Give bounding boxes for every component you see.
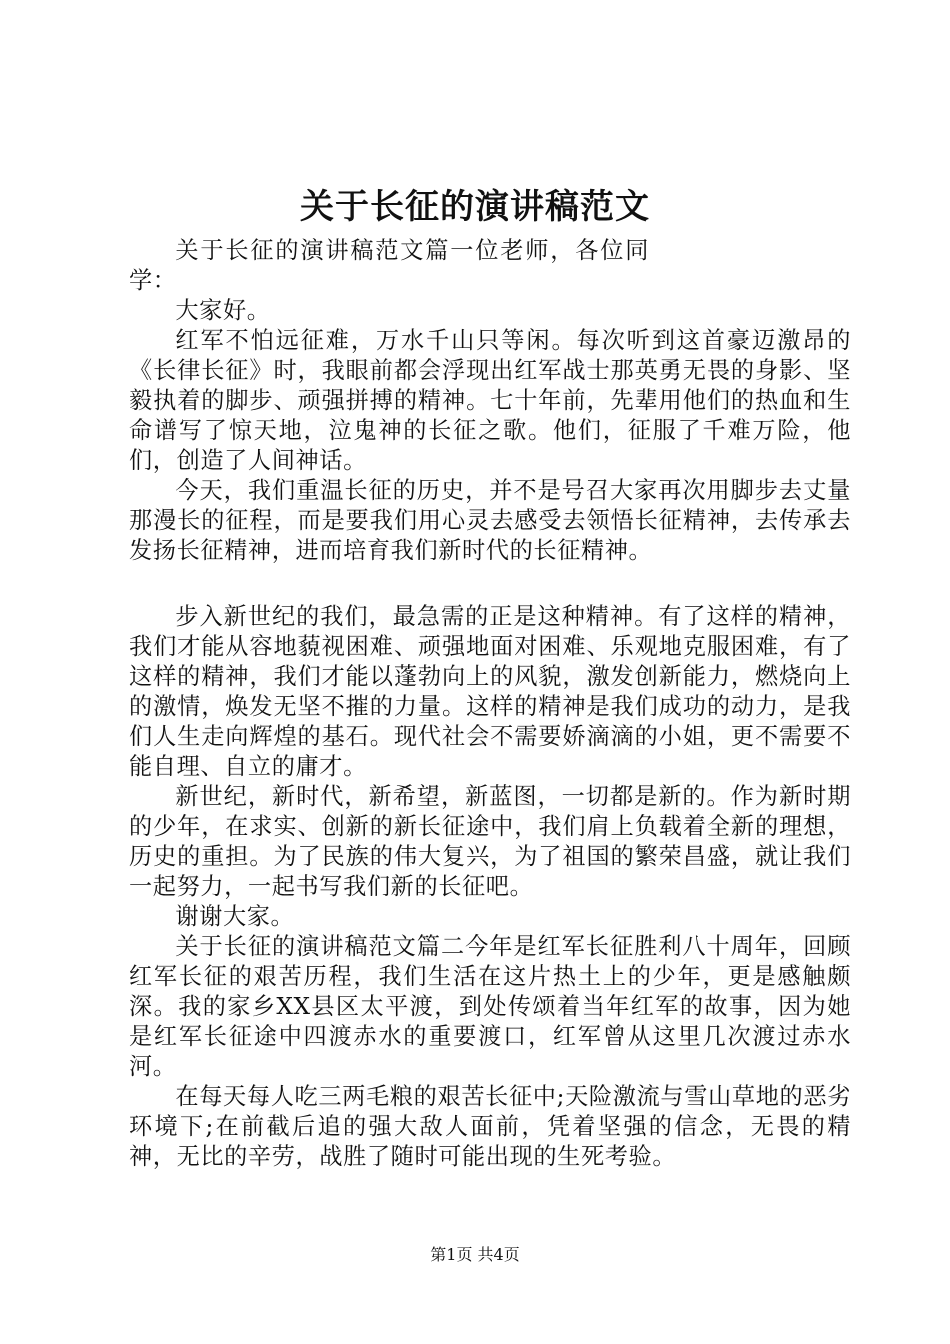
paragraph-speech-two: 关于长征的演讲稿范文篇二今年是红军长征胜利八十周年，回顾红军长征的艰苦历程，我们生活在这片热土上的少年，更是感触颇深。我的家乡XX县区太平渡，到处传颂着当年红军的故事，因为她是红军长征途中四渡赤水的重要渡口，红军曾从这里几次渡过赤水河。 [129, 933, 851, 1080]
paragraph-today: 今天，我们重温长征的历史，并不是号召大家再次用脚步去丈量那漫长的征程，而是要我们用心灵去感受去领悟长征精神，去传承去发扬长征精神，进而培育我们新时代的长征精神。 [129, 477, 851, 564]
paragraph-new-century: 步入新世纪的我们，最急需的正是这种精神。有了这样的精神，我们才能从容地藐视困难、顽强地面对困难、乐观地克服困难，有了这样的精神，我们才能以蓬勃向上的风貌，激发创新能力，燃烧向上的激情，焕发无坚不摧的力量。这样的精神是我们成功的动力，是我们人生走向辉煌的基石。现代社会不需要娇滴滴的小姐，更不需要不能自理、自立的庸才。 [129, 603, 851, 780]
page-number: 第1页 共4页 [430, 1245, 520, 1264]
paragraph-red-army: 红军不怕远征难，万水千山只等闲。每次听到这首豪迈激昂的《长律长征》时，我眼前都会浮现出红军战士那英勇无畏的身影、坚毅执着的脚步、顽强拼搏的精神。七十年前，先辈用他们的热血和生命谱写了惊天地，泣鬼神的长征之歌。他们，征服了千难万险，他们，创造了人间神话。 [129, 327, 851, 474]
paragraph-greeting: 关于长征的演讲稿范文篇一位老师，各位同学： [129, 237, 649, 294]
document-body [129, 236, 851, 1172]
paragraph-hello: 大家好。 [175, 297, 271, 324]
paragraph-gap [129, 566, 851, 602]
paragraph-thanks: 谢谢大家。 [175, 903, 295, 930]
document-title: 关于长征的演讲稿范文 [300, 187, 650, 227]
paragraph-hardship: 在每天每人吃三两毛粮的艰苦长征中;天险激流与雪山草地的恶劣环境下;在前截后追的强大敌人面前，凭着坚强的信念，无畏的精神，无比的辛劳，战胜了随时可能出现的生死考验。 [129, 1083, 851, 1170]
paragraph-new-era: 新世纪，新时代，新希望，新蓝图，一切都是新的。作为新时期的少年，在求实、创新的新长征途中，我们肩上负载着全新的理想，历史的重担。为了民族的伟大复兴，为了祖国的繁荣昌盛，就让我们一起努力，一起书写我们新的长征吧。 [129, 783, 851, 900]
